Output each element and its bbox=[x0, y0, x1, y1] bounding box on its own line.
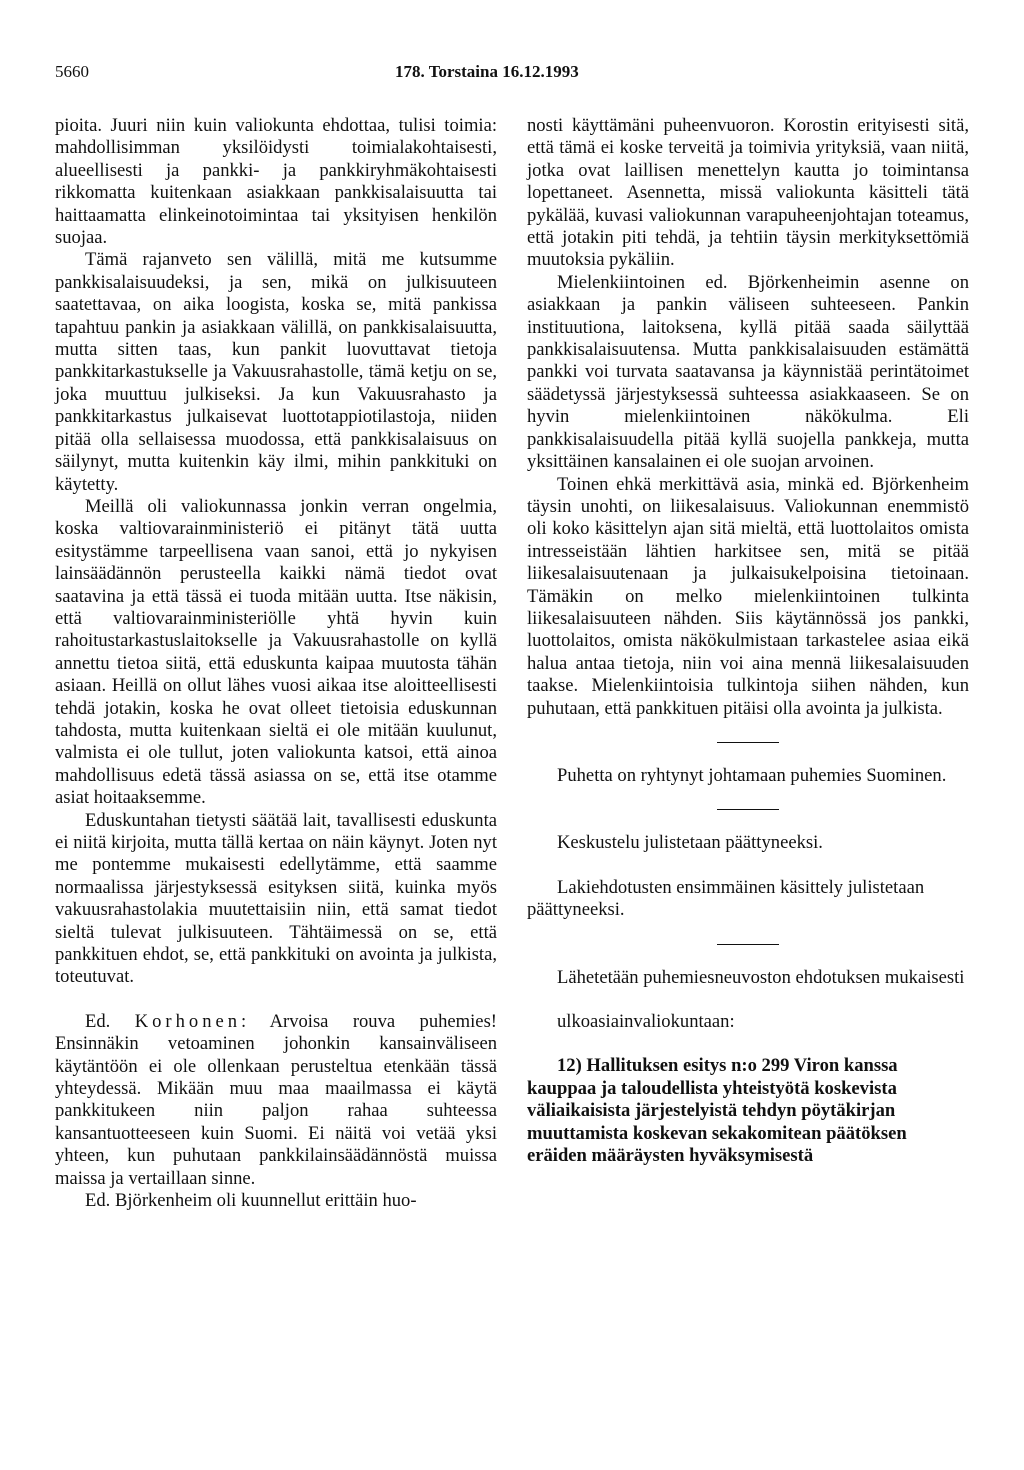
page-header bbox=[55, 62, 969, 90]
paragraph: Lakiehdotusten ensimmäinen käsittely julistetaan päättyneeksi. bbox=[527, 876, 925, 921]
paragraph: Toinen ehkä merkittävä asia, minkä ed. Björkenheim täysin unohti, on liikesalaisuus. Valiokunnan enemmistö oli koko käsittelyn ajan sitä mieltä, että luottolaitos omista intresseistään lähtien harkitsee sen, mitä se pitää liikesalaisuutenaan ja julkaisukelpoisina tietoinaan. Tämäkin on melko mielenkiintoinen tulkinta liikesalaisuuteen nähden. Siis käytännössä jos pankki, luottolaitos, omista näkökulmistaan tarkastelee asiaa eikä halua antaa tietoja, niin voi aina mennä liikesalaisuuden taakse. Mielenkiintoisia tulkintoja siihen nähden, kun puhutaan, että pankkituen pitäisi olla avointa ja julkista. bbox=[527, 473, 969, 719]
divider bbox=[717, 944, 779, 945]
paragraph: Mielenkiintoinen ed. Björkenheimin asenne on asiakkaan ja pankin väliseen suhteeseen. Pankin instituutiona, laitoksena, kyllä pitää saada säilyttää pankkisalaisuutensa. Mutta pankkisalaisuuden estämättä pankki voi turvata saatavansa ja käynnistää perintätoimet säädetyssä järjestyksessä suhteessa asiakkaaseen. Se on hyvin mielenkiintoinen näkökulma. Eli pankkisalaisuudella pitää kyllä suojella pankkeja, mutta yksittäinen kansalainen ei ole suojan arvoinen. bbox=[527, 271, 969, 473]
left-column bbox=[55, 115, 497, 1213]
speech-intro bbox=[55, 1011, 497, 1190]
speech-text: : Arvoisa rouva puhemies! Ensinnäkin vetoaminen johonkin kansainväliseen käytäntöön ei ole ollenkaan perusteltua etenkään tässä yhteydessä. Mikään muu maa maailmassa ei käytä pankkitukeen niin paljon rahaa suhteessa kansantuotteeseen kuin Suomi. Ei näitä voi vetää yksi yhteen, kun puhutaan pankkilainsäädännöstä muissa maissa ja vertaillaan sinne. bbox=[55, 1010, 497, 1189]
paragraph: Keskustelu julistetaan päättyneeksi. bbox=[557, 832, 823, 854]
paragraph: Lähetetään puhemiesneuvoston ehdotuksen mukaisesti bbox=[557, 966, 965, 988]
session-title: 178. Torstaina 16.12.1993 bbox=[395, 62, 579, 81]
paragraph: pioita. Juuri niin kuin valiokunta ehdottaa, tulisi toimia: mahdollisimman yksilöidysti toimialakohtaisesti, alueellisesti ja pankki- ja pankkiryhmäkohtaisesti rikkomatta kuitenkaan asiakkaan pankkisalaisuutta tai haittaamatta elinkeinotoimintaa tai yksityisen henkilön suojaa. bbox=[55, 115, 497, 249]
paragraph: Meillä oli valiokunnassa jonkin verran ongelmia, koska valtiovarainministeriö ei pitänyt tätä uutta esitystämme tarpeellisena vaan sanoi, että jo nykyisen lainsäädännön perusteella kaikki nämä tiedot ovat saatavina ja että tässä ei tuoda mitään uutta. Itse näkisin, että valtiovarainministeriölle yhtä hyvin kuin rahoitustarkastuslaitokselle ja Vakuusrahastolle on kyllä annettu tietoa siitä, että eduskunta kaipaa muutosta tähän asiaan. Heillä on ollut lähes vuosi aikaa itse aloitteellisesti tehdä jotakin, koska he ovat olleet tietoisia eduskunnan tahdosta, mutta kuitenkaan sieltä ei ole mitään kuulunut, valmista ei ole tullut, joten valiokunta katsoi, että ainoa mahdollisuus edetä tässä asiassa on se, että itse otamme asiat hoitaaksemme. bbox=[55, 495, 497, 809]
paragraph: Ed. Björkenheim oli kuunnellut erittäin huo- bbox=[85, 1190, 417, 1212]
right-column bbox=[527, 115, 969, 1167]
agenda-item: 12) Hallituksen esitys n:o 299 Viron kanssa kauppaa ja taloudellista yhteistyötä koskevista väliaikaisista järjestelyistä tehdyn pöytäkirjan muuttamista koskevan sekakomitean päätöksen eräiden määräysten hyväksymisestä bbox=[527, 1055, 907, 1167]
paragraph: Tämä rajanveto sen välillä, mitä me kutsumme pankkisalaisuudeksi, ja sen, mikä on julkisuuteen saatettavaa, on aika loogista, koska se, mitä pankissa tapahtuu pankin ja asiakkaan välillä, on pankkisalaisuutta, mutta sitten taas, kun pankit luovuttavat tietoja pankkitarkastukselle ja Vakuusrahastolle, tämä ketju on se, joka muuttuu julkiseksi. Ja kun Vakuusrahasto ja pankkitarkastus julkaisevat luottotappiotilastoja, niiden pitää olla sellaisessa muodossa, että pankkisalaisuus on säilynyt, mutta kuitenkin käy ilmi, mihin pankkituki on käytetty. bbox=[55, 249, 497, 495]
divider bbox=[717, 742, 779, 743]
paragraph: Eduskuntahan tietysti säätää lait, tavallisesti eduskunta ei niitä kirjoita, mutta tällä kertaa on näin käynyt. Joten nyt me pontemme mukaisesti edellytämme, että saamme normaalissa järjestyksessä esityksen siitä, kuinka myös vakuusrahastolakia muutettaisiin niin, että samat tiedot sieltä tulevat julkisuuteen. Tähtäimessä on se, että pankkituen ehdot, se, että pankkituki on avointa ja julkista, toteutuvat. bbox=[55, 809, 497, 988]
paragraph: Puhetta on ryhtynyt johtamaan puhemies Suominen. bbox=[557, 764, 947, 786]
speech-prefix: Ed. bbox=[85, 1010, 135, 1032]
divider bbox=[717, 809, 779, 810]
paragraph: nosti käyttämäni puheenvuoron. Korostin erityisesti sitä, että tämä ei koske terveitä ja toimivia yrityksiä, vaan niitä, jotka ovat laillisen menettelyn kautta jo toimintansa lopettaneet. Asennetta, missä valiokunta käsitteli tätä pykälää, kuvasi valiokunnan varapuheenjohtajan toteamus, että jotakin piti tehdä, ja tehtiin täysin merkityksettömiä muutoksia pykäliin. bbox=[527, 115, 969, 271]
speaker-name: Korhonen bbox=[134, 1010, 242, 1032]
paragraph: ulkoasiainvaliokuntaan: bbox=[557, 1011, 735, 1032]
page-number: 5660 bbox=[55, 62, 89, 81]
